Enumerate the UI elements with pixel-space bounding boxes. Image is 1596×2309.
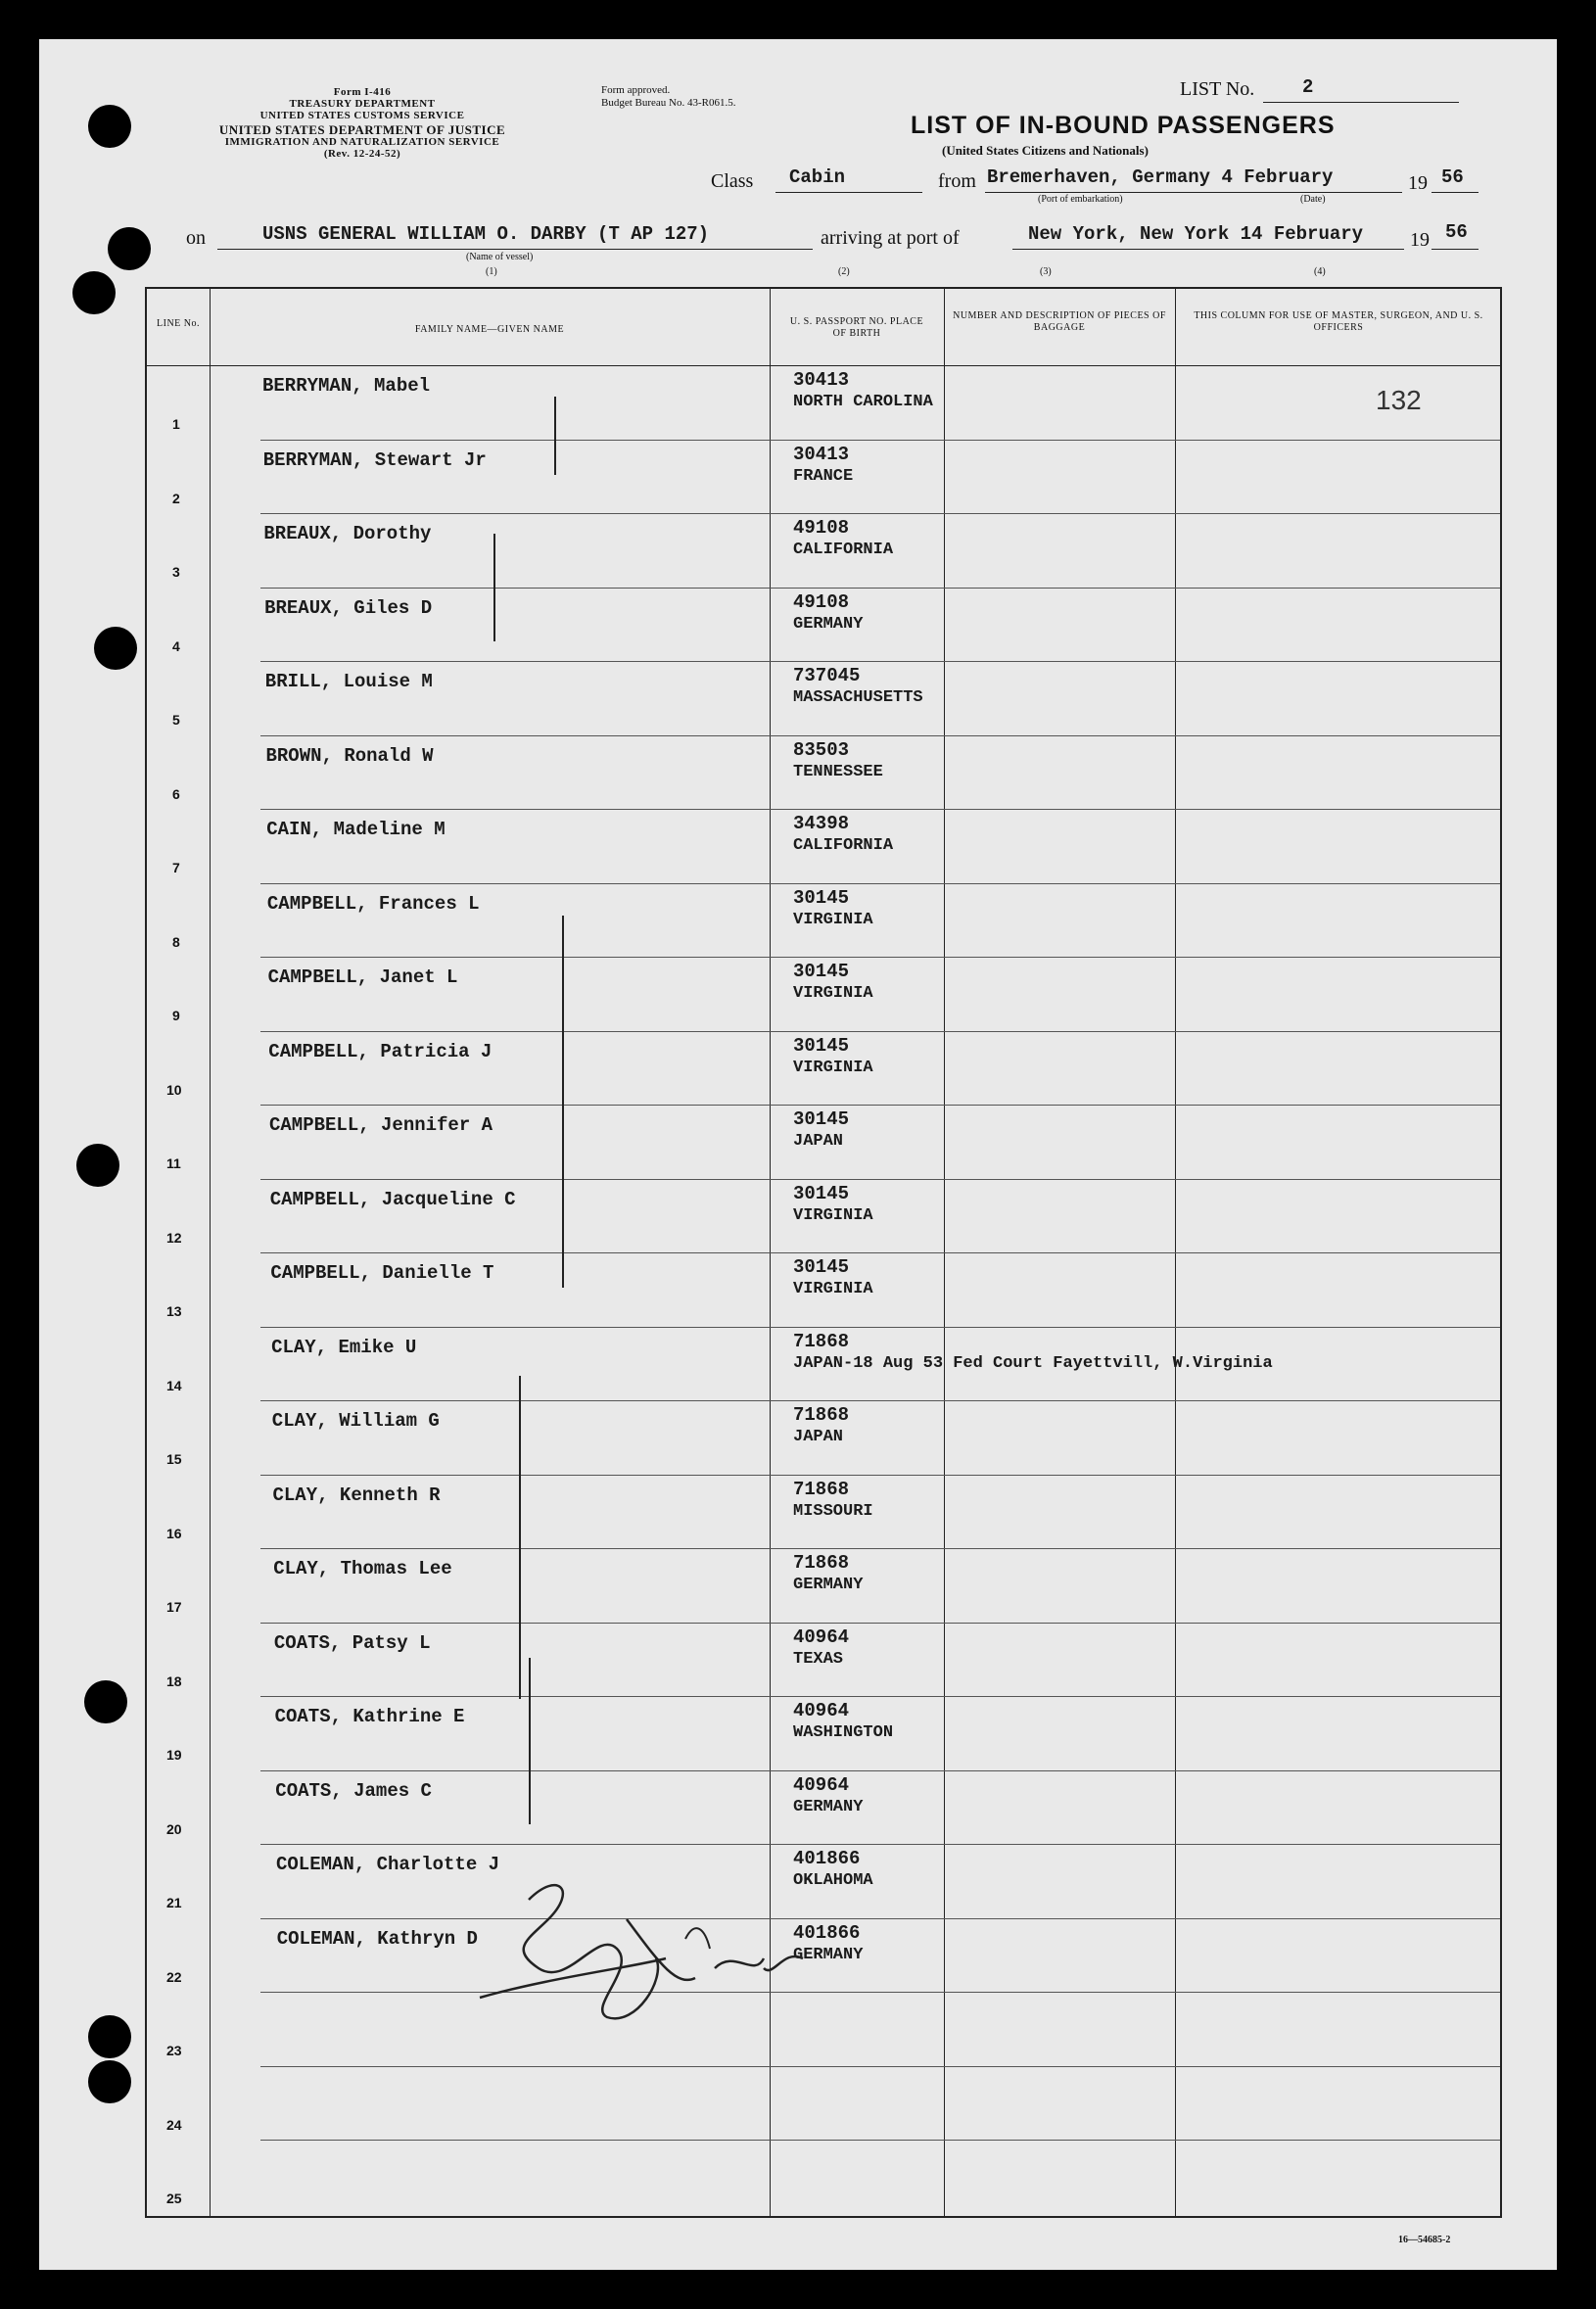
list-no-label: LIST No. [1180,78,1255,100]
passenger-name: CLAY, Emike U [271,1336,417,1358]
place-of-birth: VIRGINIA [793,1058,873,1077]
place-of-birth: MISSOURI [793,1501,873,1521]
passport-number: 30413 [793,369,850,391]
passport-number: 40964 [793,1626,850,1648]
line-number: 19 [166,1747,182,1763]
passenger-name: CAMPBELL, Danielle T [270,1262,494,1284]
place-of-birth: JAPAN [793,1132,844,1151]
header-name: FAMILY NAME—GIVEN NAME [414,324,565,335]
row-divider [260,1770,1500,1771]
punch-hole [88,105,131,148]
passenger-name: COLEMAN, Charlotte J [276,1854,500,1875]
passport-number: 737045 [793,665,861,686]
row-divider [260,2140,1500,2141]
form-approved: Form approved. [601,84,671,96]
row-divider [260,1844,1500,1845]
arrival-year: 56 [1445,221,1468,243]
justice-dept: UNITED STATES DEPARTMENT OF JUSTICE [218,122,506,137]
punch-hole [76,1144,119,1187]
passenger-name: CLAY, William G [271,1410,440,1432]
row-divider [260,1548,1500,1549]
revision: (Rev. 12-24-52) [323,148,401,160]
passenger-name: CAMPBELL, Jacqueline C [269,1188,516,1210]
row-divider [260,513,1500,514]
footer-code: 16—54685-2 [1398,2235,1451,2245]
line-number: 7 [172,860,180,875]
line-number: 11 [166,1155,181,1171]
page-title: LIST OF IN-BOUND PASSENGERS [911,112,1336,139]
embarkation-value: Bremerhaven, Germany 4 February [987,166,1334,188]
line-number: 9 [172,1008,180,1023]
col-number-3: (3) [1040,266,1052,277]
place-of-birth: FRANCE [793,466,854,486]
line-number: 5 [172,712,180,728]
place-of-birth: OKLAHOMA [793,1871,873,1890]
punch-hole [84,1680,127,1723]
from-label: from [938,170,976,192]
row-divider [260,1327,1500,1328]
line-number: 2 [172,490,180,506]
passenger-name: COATS, James C [275,1779,432,1802]
line-number: 16 [166,1525,182,1541]
family-bracket [529,1658,531,1824]
passport-number: 71868 [793,1404,850,1426]
passenger-name: CAMPBELL, Jennifer A [269,1114,493,1136]
passenger-name: CLAY, Kenneth R [272,1484,441,1506]
line-number: 6 [172,785,180,802]
punch-hole [72,271,116,314]
signature [470,1861,881,2056]
row-divider [260,1031,1500,1032]
row-divider [260,883,1500,884]
arrival-port: New York, New York 14 February [1028,223,1364,245]
place-of-birth: TENNESSEE [793,762,883,781]
page-subtitle: (United States Citizens and Nationals) [942,143,1149,158]
line-number: 13 [166,1303,182,1319]
line-number: 18 [166,1673,182,1689]
place-of-birth: CALIFORNIA [793,541,894,559]
passenger-name: BREAUX, Giles D [264,596,433,619]
passenger-name: BRILL, Louise M [264,671,433,692]
row-divider [260,1400,1500,1401]
line-number: 23 [166,2043,182,2058]
place-of-birth: GERMANY [793,1797,864,1816]
row-divider [260,1105,1500,1106]
passport-number: 40964 [793,1773,850,1796]
line-number: 20 [166,1820,182,1837]
place-of-birth: JAPAN-18 Aug 53 Fed Court Fayettvill, W.Virginia [793,1353,1273,1373]
col-number-2: (2) [838,266,850,277]
passenger-name: COATS, Patsy L [273,1631,431,1654]
row-divider [260,2066,1500,2067]
punch-hole [94,627,137,670]
place-of-birth: WASHINGTON [793,1723,894,1742]
line-number: 12 [166,1229,182,1246]
family-bracket [493,534,495,641]
punch-hole [88,2060,131,2103]
class-value: Cabin [789,166,846,188]
officer-note: 132 [1376,385,1422,415]
passport-number: 30145 [793,1182,850,1204]
line-number: 24 [166,2116,182,2133]
list-no-value: 2 [1302,76,1314,98]
col-number-4: (4) [1314,266,1326,277]
passport-number: 34398 [793,813,850,834]
col-number-1: (1) [486,266,497,277]
passport-number: 30145 [793,1034,850,1057]
line-number: 25 [166,2191,182,2206]
passenger-name: CAMPBELL, Janet L [267,966,458,988]
passport-number: 30413 [793,443,850,465]
passport-number: 30145 [793,1256,850,1278]
header-officers: THIS COLUMN FOR USE OF MASTER, SURGEON, AND U. S. OFFICERS [1194,310,1483,333]
form-number: Form I-416 [333,86,392,98]
vessel-name: USNS GENERAL WILLIAM O. DARBY (T AP 127) [262,223,710,245]
passport-number: 49108 [793,590,850,613]
vessel-caption: (Name of vessel) [466,252,534,262]
header-line-no: LINE No. [157,318,200,329]
passenger-name: COLEMAN, Kathryn D [276,1927,478,1950]
line-number: 10 [166,1081,182,1098]
line-number: 14 [166,1377,182,1393]
passport-number: 401866 [793,1848,861,1869]
place-of-birth: JAPAN [793,1428,844,1446]
passenger-name: CAMPBELL, Frances L [266,892,480,915]
passport-number: 71868 [793,1330,850,1352]
passenger-name: CAMPBELL, Patricia J [268,1040,493,1062]
place-of-birth: GERMANY [793,1945,864,1964]
punch-hole [108,227,151,270]
row-divider [260,1696,1500,1697]
passport-number: 71868 [793,1478,850,1500]
passenger-name: CAIN, Madeline M [266,819,446,840]
row-divider [260,957,1500,958]
on-label: on [186,227,206,249]
line-number: 8 [172,933,180,950]
line-number: 1 [172,416,180,432]
arriving-label: arriving at port of [821,227,960,249]
line-number: 3 [172,564,180,580]
place-of-birth: NORTH CAROLINA [793,393,933,411]
row-divider [260,1179,1500,1180]
treasury-dept: TREASURY DEPARTMENT [289,98,436,110]
row-divider [260,661,1500,662]
row-divider [260,809,1500,810]
budget-bureau: Budget Bureau No. 43-R061.5. [601,97,736,109]
from-year-prefix: 19 [1408,172,1428,194]
header-passport: U. S. PASSPORT NO. PLACE OF BIRTH [789,316,924,339]
port-caption: (Port of embarkation) [1038,194,1123,205]
customs-service: UNITED STATES CUSTOMS SERVICE [259,110,465,121]
place-of-birth: GERMANY [793,614,864,634]
ins-service: IMMIGRATION AND NATURALIZATION SERVICE [224,136,500,148]
passenger-name: COATS, Kathrine E [274,1706,465,1727]
line-number: 17 [166,1599,182,1615]
family-bracket [519,1376,521,1699]
passport-number: 30145 [793,1108,850,1130]
passenger-name: BREAUX, Dorothy [263,523,432,544]
place-of-birth: VIRGINIA [793,1280,873,1298]
place-of-birth: GERMANY [793,1576,864,1594]
passenger-name: CLAY, Thomas Lee [273,1558,452,1579]
header-baggage: NUMBER AND DESCRIPTION OF PIECES OF BAGGAGE [953,310,1166,333]
passport-number: 49108 [793,517,850,539]
family-bracket [554,397,556,475]
passport-number: 83503 [793,738,850,761]
place-of-birth: CALIFORNIA [793,836,894,855]
passenger-name: BROWN, Ronald W [265,744,434,767]
arrival-year-prefix: 19 [1410,229,1430,251]
place-of-birth: TEXAS [793,1649,844,1669]
line-number: 15 [166,1451,182,1467]
row-divider [260,588,1500,589]
passport-number: 30145 [793,961,850,982]
punch-hole [88,2015,131,2058]
row-divider [260,440,1500,441]
place-of-birth: VIRGINIA [793,910,873,929]
row-divider [260,735,1500,736]
passport-number: 30145 [793,886,850,909]
passport-number: 401866 [793,1921,861,1944]
from-year: 56 [1441,166,1464,188]
date-caption: (Date) [1300,194,1326,205]
passenger-name: BERRYMAN, Mabel [262,375,431,397]
passenger-name: BERRYMAN, Stewart Jr [262,448,487,471]
passport-number: 40964 [793,1700,850,1721]
row-divider [260,1252,1500,1253]
passport-number: 71868 [793,1552,850,1574]
line-number: 22 [166,1968,182,1985]
line-number: 21 [166,1895,182,1910]
row-divider [260,1623,1500,1624]
place-of-birth: VIRGINIA [793,984,873,1003]
family-bracket [562,916,564,1288]
row-divider [260,1475,1500,1476]
place-of-birth: VIRGINIA [793,1205,873,1225]
class-label: Class [711,170,754,192]
place-of-birth: MASSACHUSETTS [793,688,923,707]
line-number: 4 [172,637,180,654]
